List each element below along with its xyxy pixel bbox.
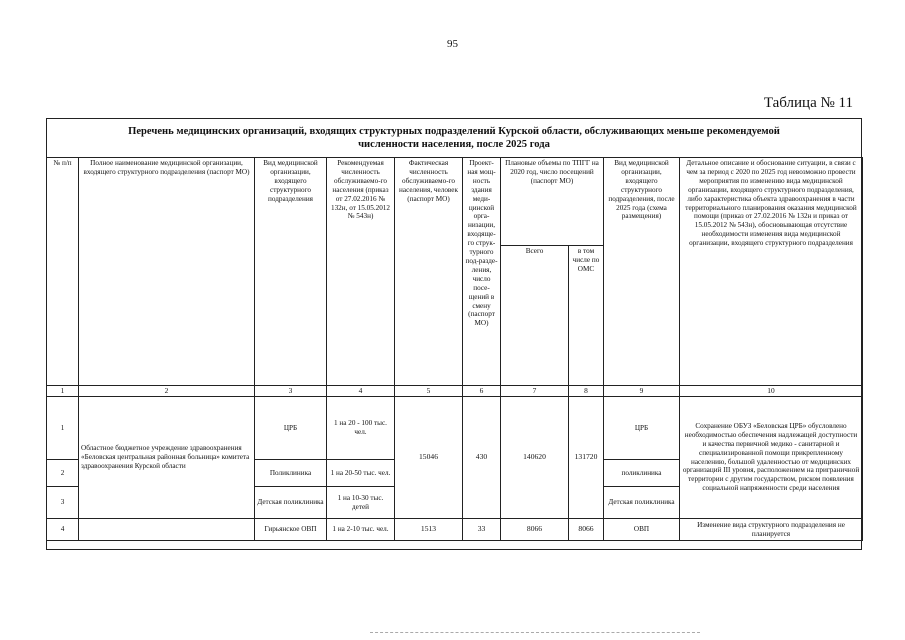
- col-number: 1: [47, 386, 79, 397]
- col-number: 7: [501, 386, 569, 397]
- row-kind-after: Детская поликлиника: [604, 487, 680, 519]
- row-num: 3: [47, 487, 79, 519]
- group-actual: 15046: [395, 397, 463, 519]
- col-number: 9: [604, 386, 680, 397]
- row-planned-oms: 8066: [569, 519, 604, 541]
- row-kind: Детская поликлиника: [255, 487, 327, 519]
- col-number: 3: [255, 386, 327, 397]
- column-numbers-row: [47, 386, 863, 397]
- header-planned-oms: в том числе по ОМС: [569, 246, 604, 386]
- row-planned-total: 8066: [501, 519, 569, 541]
- table-row: [47, 519, 863, 541]
- row-recommended: 1 на 2-10 тыс. чел.: [327, 519, 395, 541]
- group-description: Сохранение ОБУЗ «Беловская ЦРБ» обусловлено необходимостью обеспечения надлежащей доступности и качества первичной медико - санитарной и специализированной помощи прикрепленному населению, большой удаленностью от медицинских организаций III уровня, расположением на приграничной территории с другим государством, риском появления социальной напряженности среди населения: [680, 397, 863, 519]
- row-description: Изменение вида структурного подразделения не планируется: [680, 519, 863, 541]
- row-capacity: 33: [463, 519, 501, 541]
- col-number: 5: [395, 386, 463, 397]
- header-kind: Вид медицинской организации, входящего структурного подразделения: [255, 158, 327, 386]
- header-name: Полное наименование медицинской организации, входящего структурного подразделения (паспорт МО): [79, 158, 255, 386]
- org-name-empty: [79, 519, 255, 541]
- row-recommended: 1 на 10-30 тыс. детей: [327, 487, 395, 519]
- row-num: 2: [47, 460, 79, 487]
- table-title: [46, 125, 862, 151]
- scan-artifact: [370, 632, 700, 635]
- table-title-line-1: Перечень медицинских организаций, входящих структурных подразделений Курской области, обслуживающих меньше рекомендуемой: [128, 126, 780, 137]
- header-planned-total: Всего: [501, 246, 569, 386]
- row-kind: Поликлиника: [255, 460, 327, 487]
- row-kind-after: ОВП: [604, 519, 680, 541]
- header-description: Детальное описание и обоснование ситуации, в связи с чем за период с 2020 по 2025 год невозможно провести мероприятия по изменению вида медицинской организации, входящего структурного подразделения, либо характеристика объекта здравоохранения в части территориального планирования оказания медицинской помощи (приказ от 27.02.2016 № 132н и приказ от 15.05.2012 № 543н), обосновывающая отсутствие необходимости изменения вида медицинской организации, входящего структурного подразделения: [680, 158, 863, 386]
- col-number: 10: [680, 386, 863, 397]
- row-num: 1: [47, 397, 79, 460]
- group-planned-oms: 131720: [569, 397, 604, 519]
- header-num: № п/п: [47, 158, 79, 386]
- row-recommended: 1 на 20 - 100 тыс. чел.: [327, 397, 395, 460]
- col-number: 8: [569, 386, 604, 397]
- group-planned-total: 140620: [501, 397, 569, 519]
- header-kind-after: Вид медицинской организации, входящего структурного подразделения, после 2025 года (схема размещения): [604, 158, 680, 386]
- col-number: 4: [327, 386, 395, 397]
- row-kind: Гирьянское ОВП: [255, 519, 327, 541]
- header-actual: Фактическая численность обслуживаемо-го населения, человек (паспорт МО): [395, 158, 463, 386]
- row-kind-after: ЦРБ: [604, 397, 680, 460]
- header-recommended: Рекомендуемая численность обслуживаемо-го населения (приказ от 27.02.2016 № 132н, от 15.05.2012 № 543н): [327, 158, 395, 386]
- header-row-1: [47, 158, 863, 246]
- row-kind: ЦРБ: [255, 397, 327, 460]
- header-planned: Плановые объемы по ТПГГ на 2020 год, число посещений (паспорт МО): [501, 158, 604, 246]
- table-caption: Таблица № 11: [763, 95, 853, 111]
- col-number: 6: [463, 386, 501, 397]
- header-capacity: Проект-ная мощ-ность здания меди-цинской орга-низации, входяще-го струк-турного под-разде-ления, число посе-щений в смену (паспорт МО): [463, 158, 501, 386]
- row-kind-after: поликлиника: [604, 460, 680, 487]
- col-number: 2: [79, 386, 255, 397]
- org-name: Областное бюджетное учреждение здравоохранения «Беловская центральная районная больница» комитета здравоохранения Курской области: [79, 397, 255, 519]
- table-title-line-2: численности населения, после 2025 года: [358, 139, 550, 150]
- row-num: 4: [47, 519, 79, 541]
- row-recommended: 1 на 20-50 тыс. чел.: [327, 460, 395, 487]
- table-row: [47, 397, 863, 460]
- page-number: 95: [447, 38, 458, 50]
- group-capacity: 430: [463, 397, 501, 519]
- organizations-table: [46, 157, 863, 541]
- row-actual: 1513: [395, 519, 463, 541]
